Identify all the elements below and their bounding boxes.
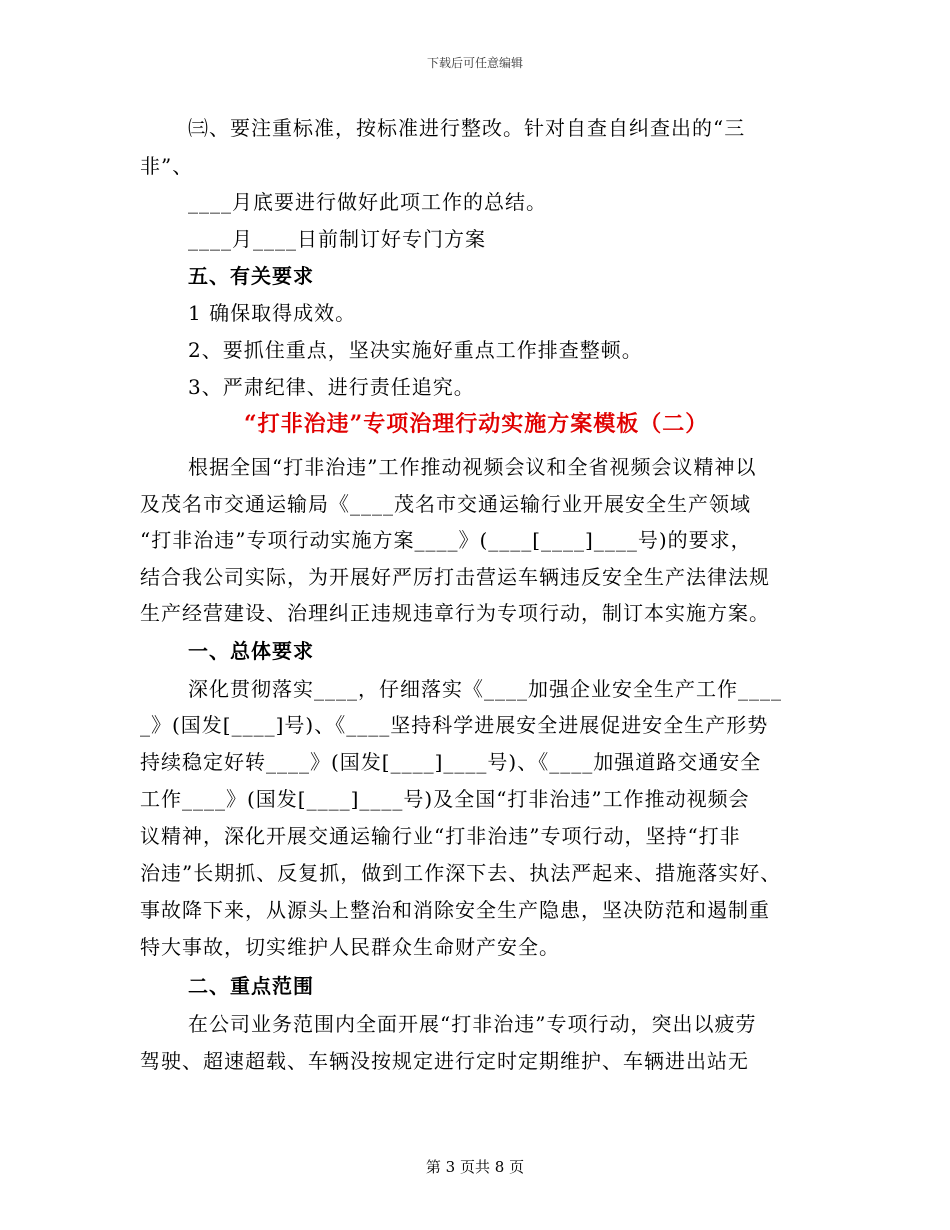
paragraph-line: 3、严肃纪律、进行责任追究。 [188,375,475,399]
paragraph-line: 非”、 [140,154,194,178]
paragraph-line: 工作____》(国发[____]____号)及全国“打非治违”工作推动视频会 [140,787,750,811]
paragraph-line: ____月底要进行做好此项工作的总结。 [188,190,547,214]
paragraph-line: 生产经营建设、治理纠正违规违章行为专项行动，制订本实施方案。 [140,601,770,625]
section-heading: 一、总体要求 [188,639,314,663]
paragraph-line: 议精神，深化开展交通运输行业“打非治违”专项行动，坚持“打非 [140,824,741,848]
paragraph-line: _》(国发[____]号)、《____坚持科学进展安全进展促进安全生产形势 [140,713,769,737]
paragraph-line: 及茂名市交通运输局《____茂名市交通运输行业开展安全生产领域 [140,492,751,516]
page-header: 下载后可任意编辑 [426,56,523,70]
page-footer: 第 3 页共 8 页 [425,1158,525,1176]
document-title: “打非治违”专项治理行动实施方案模板（二） [244,411,709,437]
paragraph-line: 结合我公司实际，为开展好严厉打击营运车辆违反安全生产法律法规 [140,565,770,589]
section-heading: 二、重点范围 [188,974,314,998]
paragraph-line: 1 确保取得成效。 [188,301,357,325]
paragraph-line: 事故降下来，从源头上整治和消除安全生产隐患，坚决防范和遏制重 [140,898,770,922]
paragraph-line: 深化贯彻落实____，仔细落实《____加强企业安全生产工作____ [188,677,782,701]
paragraph-line: 持续稳定好转____》(国发[____]____号)、《____加强道路交通安全 [140,750,762,774]
paragraph-line: 驾驶、超速超载、车辆没按规定进行定时定期维护、车辆进出站无 [140,1049,749,1073]
paragraph-line: 2、要抓住重点，坚决实施好重点工作排查整顿。 [188,338,643,362]
paragraph-line: 在公司业务范围内全面开展“打非治违”专项行动，突出以疲劳 [188,1012,757,1036]
section-heading: 五、有关要求 [188,264,314,288]
paragraph-line: 根据全国“打非治违”工作推动视频会议和全省视频会议精神以 [188,455,757,479]
paragraph-line: ㈢、要注重标准，按标准进行整改。针对自查自纠查出的“三 [188,116,746,140]
paragraph-line: ____月____日前制订好专门方案 [188,227,486,251]
paragraph-line: 治违”长期抓、反复抓，做到工作深下去、执法严起来、措施落实好、 [140,861,782,885]
paragraph-line: 特大事故，切实维护人民群众生命财产安全。 [140,935,560,959]
paragraph-line: “打非治违”专项行动实施方案____》(____[____]____号)的要求， [140,528,752,552]
